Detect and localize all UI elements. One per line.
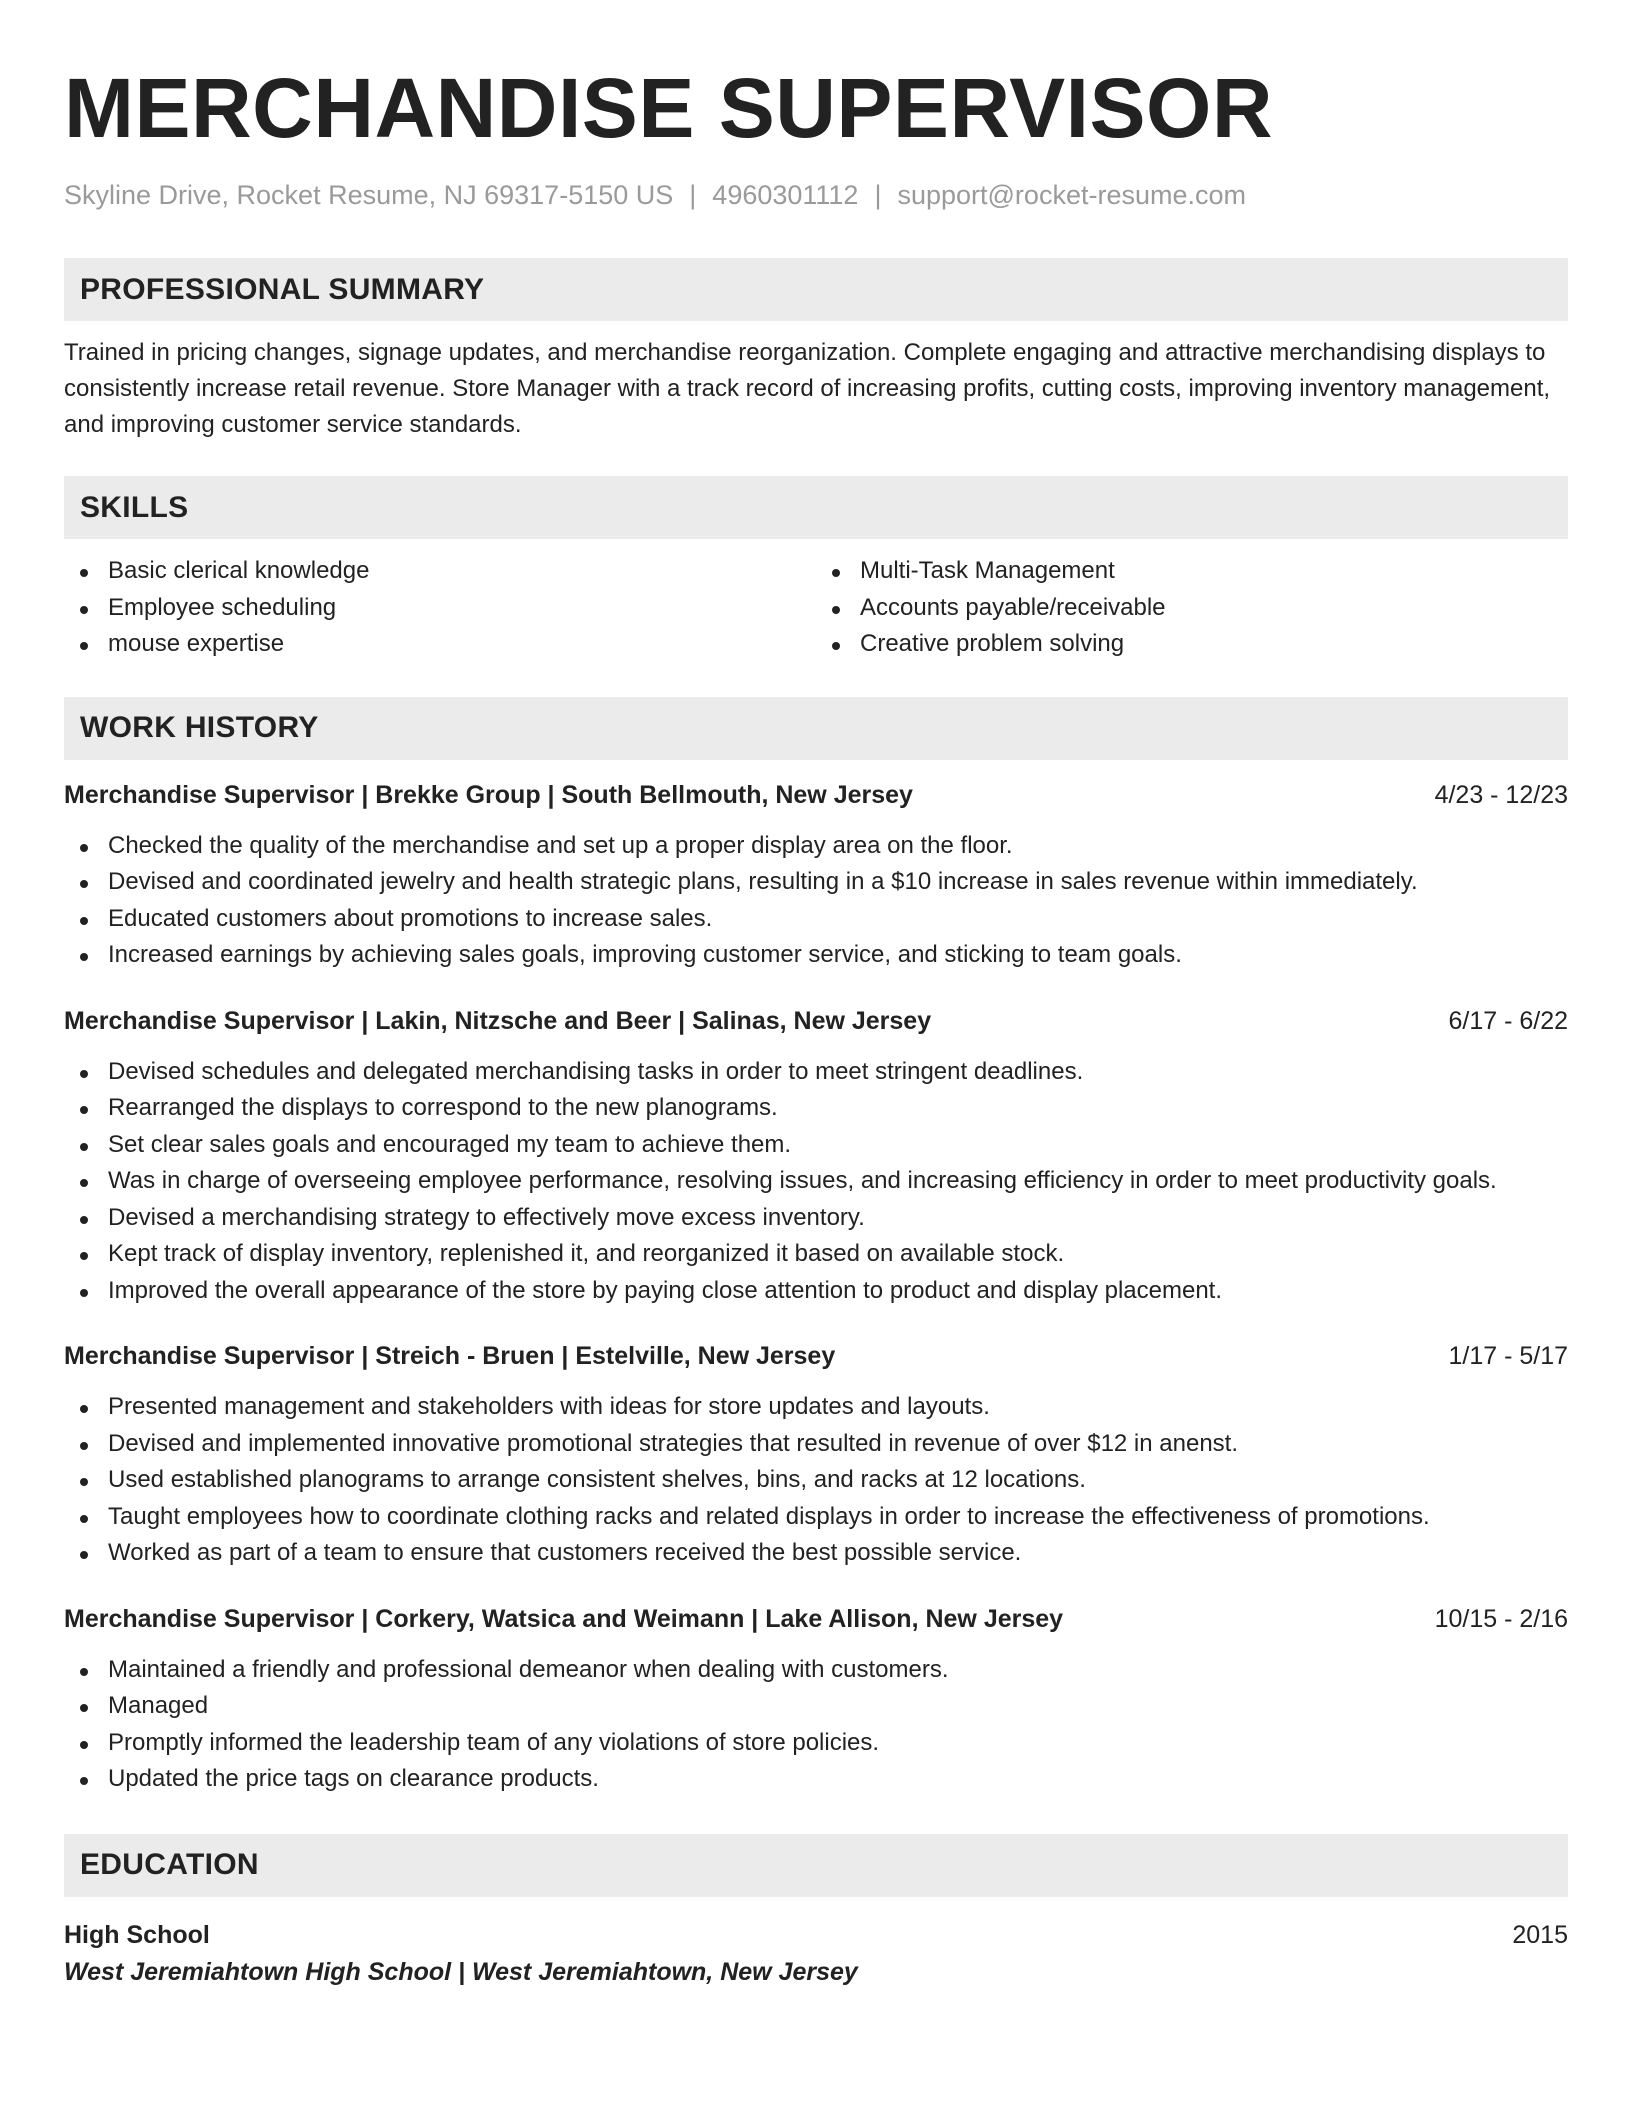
contact-address: Skyline Drive, Rocket Resume, NJ 69317-5150 US — [64, 180, 674, 210]
education-degree: High School — [64, 1920, 210, 1949]
job-title: Merchandise Supervisor | Brekke Group | South Bellmouth, New Jersey — [64, 780, 913, 809]
job-bullet: Devised a merchandising strategy to effectively move excess inventory. — [64, 1200, 1568, 1237]
skills-list — [64, 553, 1568, 663]
education-year: 2015 — [1512, 1920, 1568, 1949]
job-bullet: Kept track of display inventory, replenished it, and reorganized it based on available stock. — [64, 1236, 1568, 1273]
contact-separator: | — [689, 180, 697, 210]
contact-separator: | — [874, 180, 882, 210]
education-entry — [64, 1917, 1568, 1991]
section-heading-education: EDUCATION — [64, 1834, 1568, 1897]
skill-item: Basic clerical knowledge — [64, 553, 816, 590]
job-entry — [64, 1339, 1568, 1572]
skill-item: Multi-Task Management — [816, 553, 1568, 590]
job-bullet: Improved the overall appearance of the store by paying close attention to product and display placement. — [64, 1273, 1568, 1310]
job-bullet: Educated customers about promotions to increase sales. — [64, 901, 1568, 938]
skills-column-left — [64, 553, 816, 663]
job-bullet: Used established planograms to arrange consistent shelves, bins, and racks at 12 locations. — [64, 1462, 1568, 1499]
job-bullets — [64, 1652, 1568, 1798]
job-title: Merchandise Supervisor | Lakin, Nitzsche and Beer | Salinas, New Jersey — [64, 1006, 932, 1035]
summary-text: Trained in pricing changes, signage updates, and merchandise reorganization. Complete engaging and attractive merchandising displays to consistently increase retail revenue. Store Manager with a track record of increasing profits, cutting costs, improving inventory management, and improving customer service standards. — [64, 339, 1551, 438]
job-entry — [64, 1004, 1568, 1310]
skill-item: mouse expertise — [64, 626, 816, 663]
section-heading-summary: PROFESSIONAL SUMMARY — [64, 258, 1568, 321]
skill-item: Creative problem solving — [816, 626, 1568, 663]
job-bullet: Promptly informed the leadership team of any violations of store policies. — [64, 1725, 1568, 1762]
section-heading-skills: SKILLS — [64, 476, 1568, 539]
job-dates: 6/17 - 6/22 — [1448, 1006, 1568, 1035]
job-bullet: Set clear sales goals and encouraged my team to achieve them. — [64, 1127, 1568, 1164]
job-bullet: Was in charge of overseeing employee performance, resolving issues, and increasing efficiency in order to meet productivity goals. — [64, 1163, 1568, 1200]
job-dates: 1/17 - 5/17 — [1448, 1342, 1568, 1370]
job-bullet: Worked as part of a team to ensure that customers received the best possible service. — [64, 1535, 1568, 1572]
job-bullet: Rearranged the displays to correspond to the new planograms. — [64, 1090, 1568, 1127]
job-bullet: Presented management and stakeholders with ideas for store updates and layouts. — [64, 1389, 1568, 1426]
job-dates: 10/15 - 2/16 — [1434, 1604, 1568, 1633]
skill-item: Employee scheduling — [64, 590, 816, 627]
job-bullet: Managed — [64, 1688, 1568, 1725]
skill-item: Accounts payable/receivable — [816, 590, 1568, 627]
job-dates: 4/23 - 12/23 — [1434, 780, 1568, 809]
education-header — [64, 1917, 1568, 1953]
job-header — [64, 1339, 1568, 1373]
job-entry — [64, 1602, 1568, 1798]
contact-phone: 4960301112 — [712, 180, 859, 210]
job-bullets — [64, 1389, 1568, 1572]
job-bullet: Taught employees how to coordinate clothing racks and related displays in order to increase the effectiveness of promotions. — [64, 1499, 1568, 1536]
section-heading-work-history: WORK HISTORY — [64, 697, 1568, 760]
job-header — [64, 1004, 1568, 1038]
job-bullet: Devised and implemented innovative promotional strategies that resulted in revenue of over $12 in anenst. — [64, 1426, 1568, 1463]
education-school: West Jeremiahtown High School | West Jeremiahtown, New Jersey — [64, 1957, 858, 1986]
job-entry — [64, 778, 1568, 974]
job-bullets — [64, 828, 1568, 974]
job-header — [64, 1602, 1568, 1636]
job-bullets — [64, 1054, 1568, 1310]
job-bullet: Increased earnings by achieving sales goals, improving customer service, and sticking to team goals. — [64, 937, 1568, 974]
job-bullet: Checked the quality of the merchandise and set up a proper display area on the floor. — [64, 828, 1568, 865]
job-header — [64, 778, 1568, 812]
job-bullet: Maintained a friendly and professional demeanor when dealing with customers. — [64, 1652, 1568, 1689]
job-bullet: Updated the price tags on clearance products. — [64, 1761, 1568, 1798]
contact-email: support@rocket-resume.com — [897, 180, 1246, 210]
contact-line — [64, 178, 1568, 212]
job-title: Merchandise Supervisor | Corkery, Watsica and Weimann | Lake Allison, New Jersey — [64, 1604, 1064, 1633]
candidate-name: MERCHANDISE SUPERVISOR — [64, 61, 1273, 155]
job-title: Merchandise Supervisor | Streich - Bruen | Estelville, New Jersey — [64, 1342, 836, 1370]
job-bullet: Devised schedules and delegated merchandising tasks in order to meet stringent deadlines. — [64, 1054, 1568, 1091]
job-bullet: Devised and coordinated jewelry and health strategic plans, resulting in a $10 increase in sales revenue within immediately. — [64, 864, 1568, 901]
skills-column-right — [816, 553, 1568, 663]
